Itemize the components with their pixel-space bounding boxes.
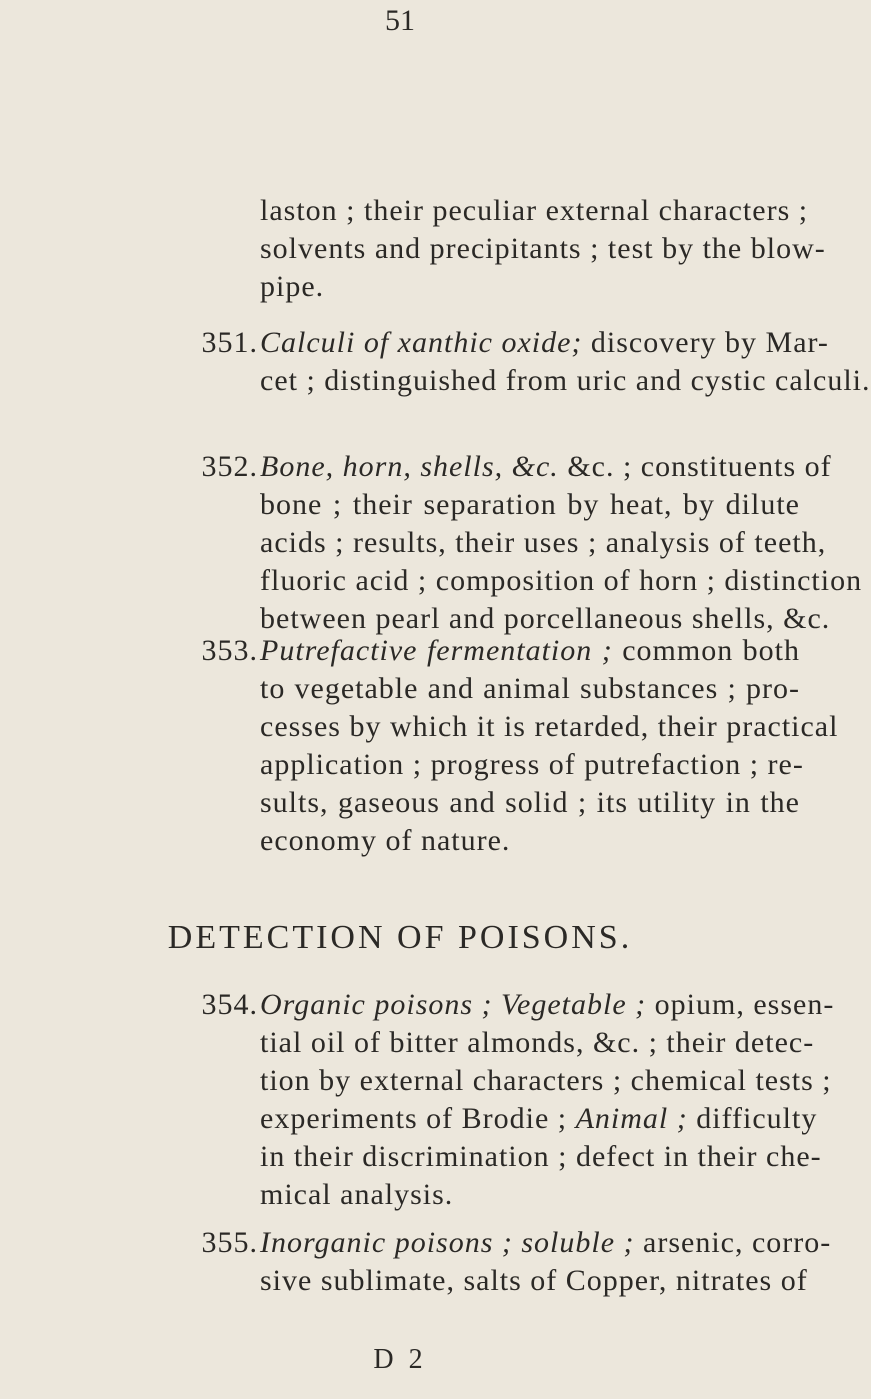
- text-fragment: &c. ; constituents of: [558, 450, 832, 483]
- text-fragment: opium, essen-: [646, 988, 835, 1021]
- text-fragment: difficulty: [687, 1102, 818, 1135]
- entry-title: Organic poisons ; Vegetable ;: [260, 988, 647, 1021]
- text-line: tion by external characters ; chemical tests ;: [260, 1064, 832, 1097]
- section-heading: DETECTION OF POISONS.: [167, 919, 633, 956]
- text-line: between pearl and porcellaneous shells, &c.: [260, 602, 831, 635]
- text-fragment: common both: [612, 634, 800, 667]
- entry-number: 354.: [201, 988, 258, 1021]
- text-line: [260, 448, 832, 486]
- text-fragment: arsenic, corro-: [634, 1226, 832, 1259]
- page-number: 51: [385, 4, 415, 37]
- entry-number: 351.: [201, 326, 258, 359]
- text-line: solvents and precipitants ; test by the blow-: [260, 232, 826, 265]
- entry-title: Calculi of xanthic oxide;: [260, 326, 583, 359]
- text-line: sults, gaseous and solid ; its utility in the: [260, 786, 800, 819]
- text-line: [260, 1224, 832, 1262]
- entry-title: Bone, horn, shells, &c.: [260, 450, 559, 483]
- signature-mark: D 2: [373, 1344, 427, 1375]
- entry-number: 353.: [201, 634, 258, 667]
- text-line: laston ; their peculiar external characters ;: [260, 194, 809, 227]
- text-fragment: experiments of Brodie ;: [260, 1102, 568, 1135]
- text-line: [260, 1100, 818, 1138]
- entry-title: Inorganic poisons ; soluble ;: [260, 1226, 635, 1259]
- text-line: in their discrimination ; defect in their che-: [260, 1140, 822, 1173]
- text-line: economy of nature.: [260, 824, 511, 857]
- text-line: mical analysis.: [260, 1178, 454, 1211]
- text-line: sive sublimate, salts of Copper, nitrates of: [260, 1264, 808, 1297]
- text-line: fluoric acid ; composition of horn ; distinction: [260, 564, 863, 597]
- text-fragment: discovery by Mar-: [582, 326, 829, 359]
- inline-italic: Animal ;: [575, 1102, 688, 1135]
- entry-number: 352.: [201, 450, 258, 483]
- text-line: [260, 632, 800, 670]
- text-line: application ; progress of putrefaction ; re-: [260, 748, 804, 781]
- text-line: bone ; their separation by heat, by dilute: [260, 488, 800, 521]
- continuation-paragraph: [260, 192, 826, 306]
- entry-number: 355.: [201, 1226, 258, 1259]
- text-line: [260, 324, 829, 362]
- text-line: acids ; results, their uses ; analysis of teeth,: [260, 526, 827, 559]
- text-line: pipe.: [260, 270, 325, 303]
- text-line: to vegetable and animal substances ; pro-: [260, 672, 800, 705]
- text-line: tial oil of bitter almonds, &c. ; their detec-: [260, 1026, 815, 1059]
- entry-title: Putrefactive fermentation ;: [260, 634, 613, 667]
- text-line: [260, 986, 835, 1024]
- text-line: cesses by which it is retarded, their practical: [260, 710, 839, 743]
- text-line: cet ; distinguished from uric and cystic calculi.: [260, 364, 871, 397]
